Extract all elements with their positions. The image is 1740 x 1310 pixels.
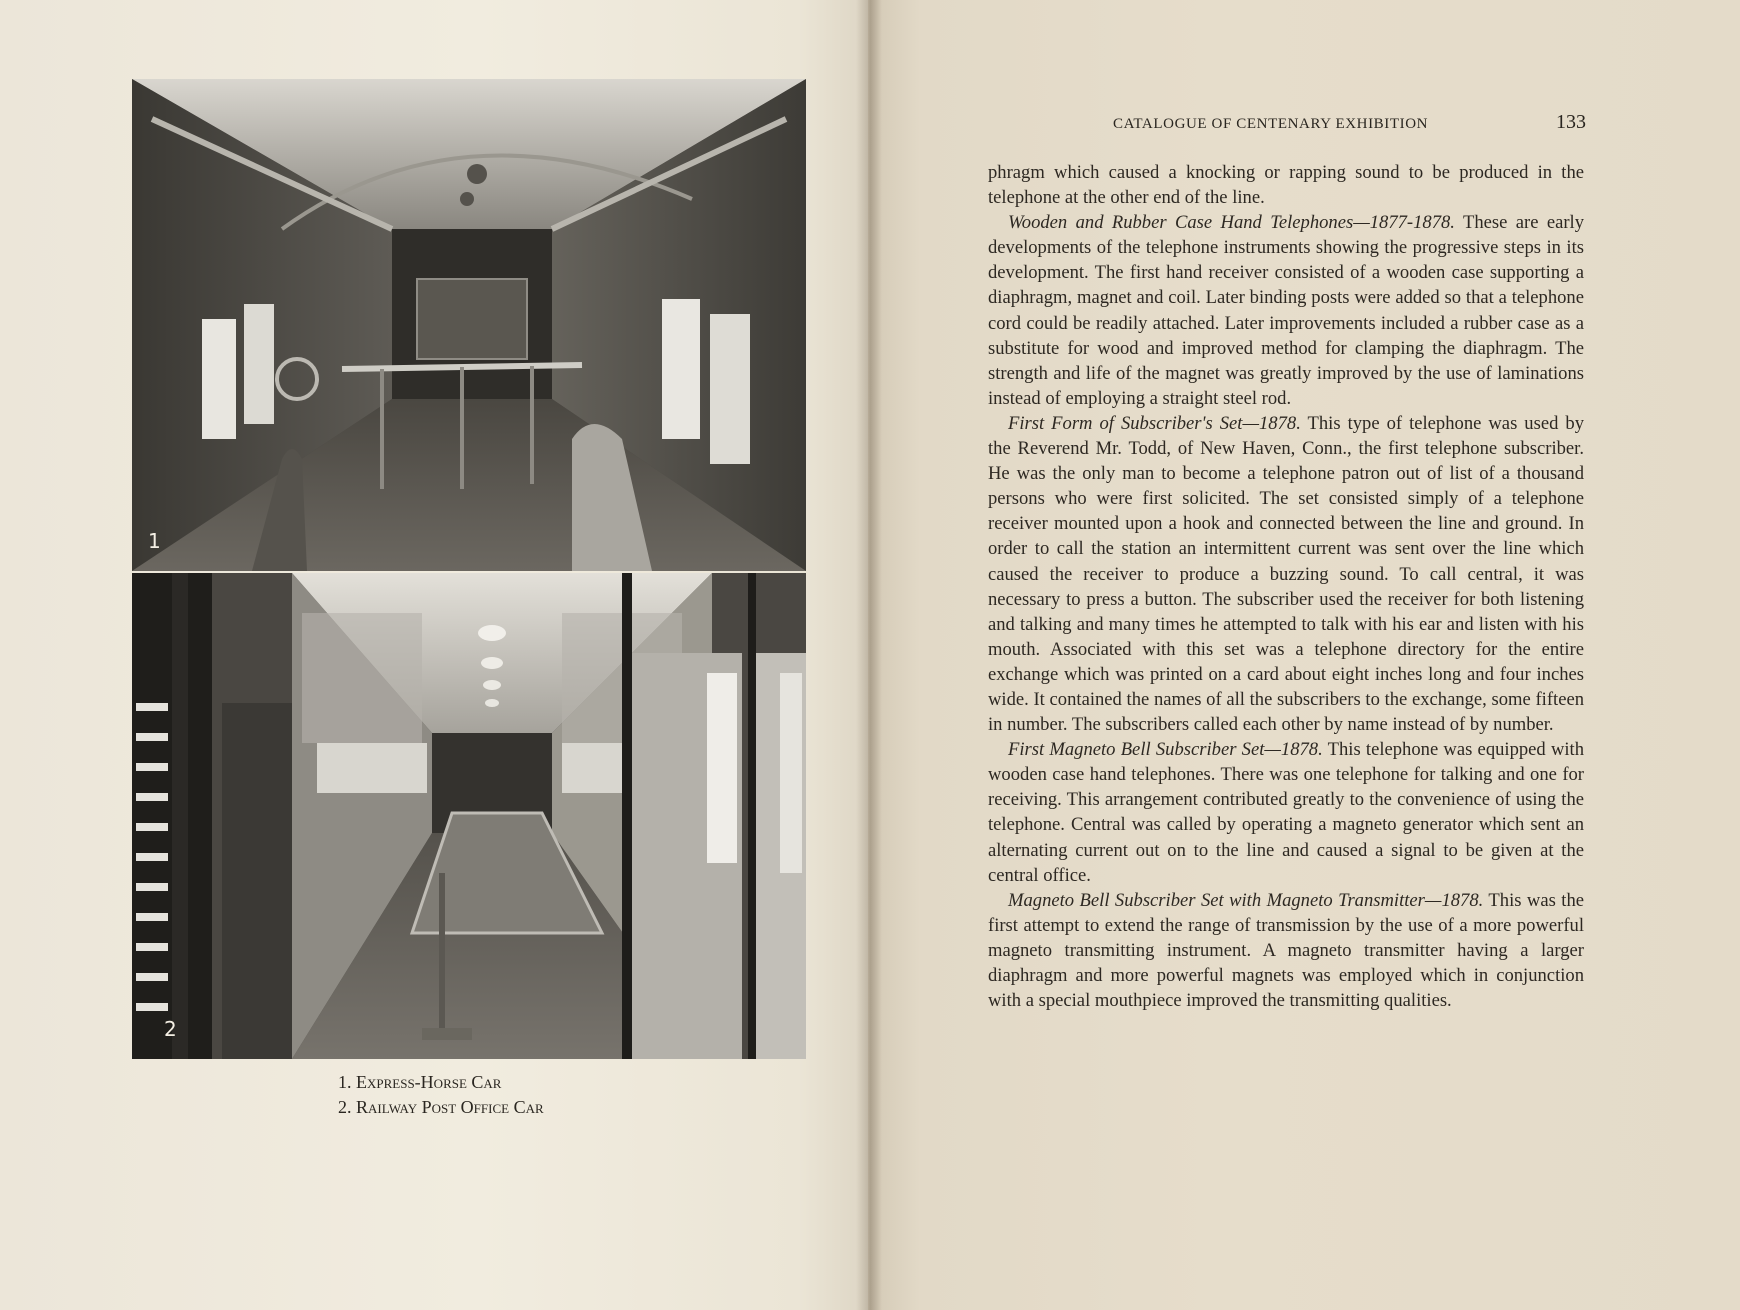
paragraph-text: This was the first attempt to extend the range of transmission by the use of a more powerful magneto transmitting instrument. A magneto transmitter having a larger diaphragm and more powerful magnets was employed which in conjunction with a special mouthpiece improved the transmitting qualities. <box>988 889 1585 1012</box>
photo-2-number: 2 <box>164 1017 177 1041</box>
paragraph-text: This telephone was equipped with wooden case hand telephones. There was one telephone for talking and one for receiving. This arrangement contributed greatly to the convenience of using the telephone. Central was called by operating a magneto generator which sent an alternating current out on to the line and caused a signal to be given at the central office. <box>988 739 1584 886</box>
body-text <box>988 160 1584 1013</box>
paragraph-first-magneto-bell <box>988 737 1584 888</box>
book-gutter <box>856 0 882 1310</box>
paragraph-text: These are early developments of the telephone instruments showing the progressive steps in its development. The first hand receiver consisted of a wooden case supporting a diaphragm, magnet and coil. Later binding posts were added so that a telephone cord could be readily attached. Later improvements included a rubber case as a substitute for wood and improved method for clamping the diaphragm. The strength and life of the magnet was greatly improved by the use of laminations instead of employing a straight steel rod. <box>988 212 1585 409</box>
paragraph-continuation <box>988 160 1584 210</box>
paragraph-title: First Magneto Bell Subscriber Set—1878. <box>1008 739 1323 761</box>
paragraph-wooden-rubber-case <box>988 210 1584 411</box>
caption-2: 2. Railway Post Office Car <box>338 1097 544 1117</box>
paragraph-title: First Form of Subscriber's Set—1878. <box>1008 412 1301 434</box>
photo-captions <box>338 1070 544 1120</box>
paragraph-text: phragm which caused a knocking or rapping sound to be produced in the telephone at the other end of the line. <box>988 162 1584 209</box>
photo-1-number: 1 <box>148 529 161 553</box>
paragraph-magneto-transmitter <box>988 888 1584 1013</box>
paragraph-title: Magneto Bell Subscriber Set with Magneto Transmitter—1878. <box>1008 889 1484 911</box>
photo-express-horse-car <box>132 79 806 571</box>
photo-railway-post-office-car <box>132 573 806 1059</box>
page-number: 133 <box>1556 111 1586 133</box>
paragraph-title: Wooden and Rubber Case Hand Telephones—1877-1878. <box>1008 212 1455 234</box>
express-horse-car-image <box>132 79 806 571</box>
railway-post-office-car-image <box>132 573 806 1059</box>
running-head: CATALOGUE OF CENTENARY EXHIBITION <box>1113 116 1429 132</box>
paragraph-text: This type of telephone was used by the Reverend Mr. Todd, of New Haven, Conn., the first telephone subscriber. He was the only man to become a telephone patron out of list of a thousand persons who were first solicited. The set consisted simply of a telephone receiver mounted upon a hook and connected between the line and ground. In order to call the station an intermittent current was sent over the line which caused the receiver to produce a buzzing sound. To call central, it was necessary to press a button. The subscriber used the receiver for both listening and talking and many times he attempted to talk with his ear and listen with his mouth. Associated with this set was a telephone directory for the entire exchange which was printed on a card about eight inches long and four inches wide. It contained the names of all the subscribers to the exchange, some fifteen in number. The subscribers called each other by name instead of by number. <box>988 412 1584 736</box>
caption-1: 1. Express-Horse Car <box>338 1072 502 1092</box>
paragraph-first-form-subscriber-set <box>988 411 1584 737</box>
